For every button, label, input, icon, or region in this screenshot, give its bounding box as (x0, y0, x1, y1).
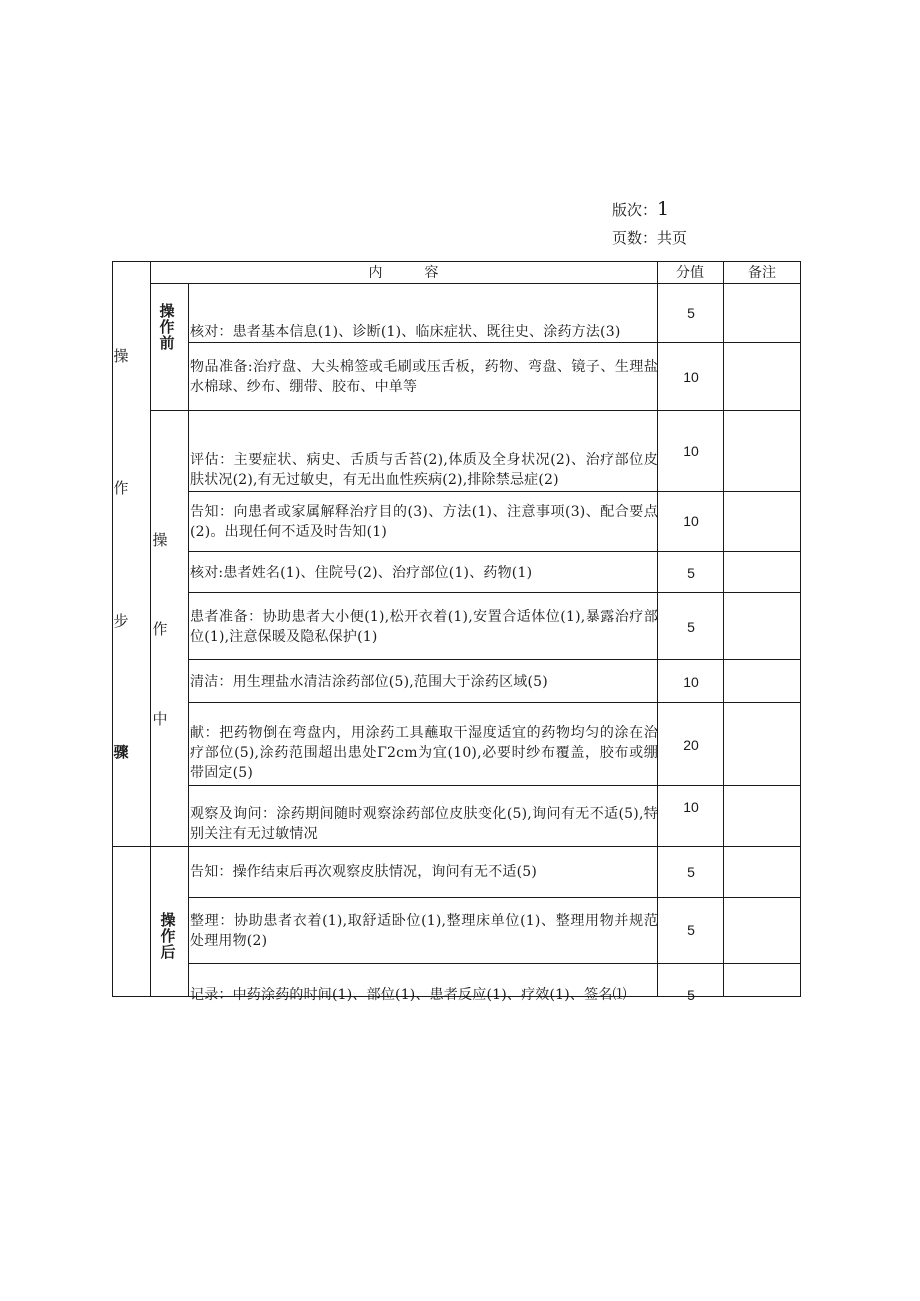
table-row-content: 清洁：用生理盐水清洁涂药部位(5),范围大于涂药区域(5) (190, 674, 548, 690)
table-rule (188, 551, 801, 552)
table-row-content: 评估：主要症状、病史、舌质与舌苔(2),体质及全身状况(2)、治疗部位皮肤状况(2),有无过敏史，有无出血性疾病(2),排除禁忌症(2) (190, 452, 658, 488)
table-row-score: 5 (687, 619, 695, 635)
table-row-score: 10 (683, 443, 699, 459)
table-rule (188, 592, 801, 593)
table-rule (723, 261, 724, 997)
table-rule (188, 283, 189, 997)
column-header-score: 分值 (676, 265, 704, 281)
table-rule (188, 963, 801, 964)
column-header-note: 备注 (748, 265, 776, 281)
table-row-content: 物品准备:治疗盘、大头棉签或毛刷或压舌板，药物、弯盘、镜子、生理盐水棉球、纱布、绷带、胶布、中单等 (190, 359, 658, 395)
table-rule (188, 702, 801, 703)
phase-after-label: 操 作 后 (160, 911, 176, 961)
table-row-score: 5 (687, 922, 695, 938)
table-rule (112, 846, 801, 847)
phase-during-char: 操 (152, 531, 168, 549)
table-row-content: 整理：协助患者衣着(1),取舒适卧位(1),整理床单位(1)、整理用物并规范处理用物(2) (190, 913, 658, 949)
table-row-content: 献：把药物倒在弯盘内，用涂药工具蘸取干湿度适宜的药物均匀的涂在治疗部位(5),涂药范围超出患处Γ2cm为宜(10),必要时纱布覆盖，胶布或绷带固定(5) (190, 725, 658, 781)
table-row-score: 5 (687, 864, 695, 880)
table-rule (150, 410, 801, 411)
table-row-score: 5 (687, 565, 695, 581)
step-group-char: 骤 (113, 744, 129, 761)
table-row-content: 记录：中药涂药的时间(1)、部位(1)、患者反应(1)、疗效(1)、签名⑴ (190, 987, 627, 1003)
table-row-content: 告知：操作结束后再次观察皮肤情况，询问有无不适(5) (190, 864, 538, 880)
table-rule (188, 785, 801, 786)
phase-before-label: 操 作 前 (159, 302, 175, 352)
table-row-content: 观察及询问：涂药期间随时观察涂药部位皮肤变化(5),询问有无不适(5),特别关注有无过敏情况 (190, 806, 658, 842)
table-row-score: 5 (687, 987, 695, 1003)
table-rule (188, 659, 801, 660)
phase-during-char: 作 (152, 620, 168, 638)
table-row-score: 5 (687, 305, 695, 321)
table-rule (188, 491, 801, 492)
version-line (612, 198, 669, 220)
table-row-score: 10 (683, 513, 699, 529)
column-header-content: 内 容 (368, 265, 439, 281)
step-group-char: 作 (113, 479, 129, 497)
step-group-char: 操 (113, 347, 129, 365)
table-rule (188, 897, 801, 898)
pages-line (612, 227, 687, 248)
table-row-score: 10 (683, 799, 699, 815)
table-row-content: 核对:患者姓名(1)、住院号(2)、治疗部位(1)、药物(1) (190, 565, 533, 581)
table-row-score: 10 (683, 674, 699, 690)
table-row-score: 10 (683, 369, 699, 385)
step-group-char: 步 (113, 612, 129, 630)
version-label: 版次： (612, 201, 658, 219)
table-row-content: 告知：向患者或家属解释治疗目的(3)、方法(1)、注意事项(3)、配合要点(2)。出现任何不适及时告知(1) (190, 504, 658, 540)
table-rule (150, 283, 801, 284)
phase-during-char: 中 (152, 710, 168, 728)
table-row-content: 患者准备：协助患者大小便(1),松开衣着(1),安置合适体位(1),暴露治疗部位(1),注意保暖及隐私保护(1) (190, 609, 658, 645)
table-rule (188, 342, 801, 343)
pages-label: 页数：共页 (612, 229, 688, 247)
version-value: 1 (657, 198, 670, 220)
table-row-content: 核对：患者基本信息(1)、诊断(1)、临床症状、既往史、涂药方法(3) (190, 324, 621, 340)
table-row-score: 20 (683, 737, 699, 753)
